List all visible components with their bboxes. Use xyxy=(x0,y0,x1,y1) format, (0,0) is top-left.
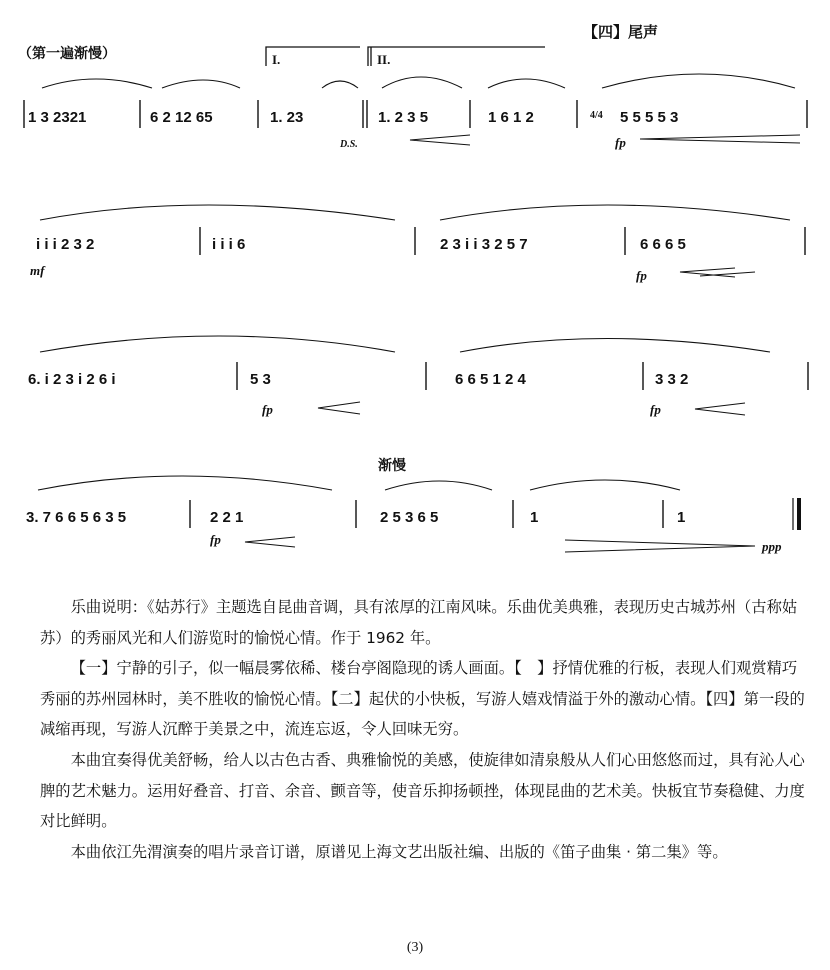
jianman-mark: 渐慢 xyxy=(378,459,406,474)
volta-2-label: II. xyxy=(377,52,391,67)
section-label: 【四】尾声 xyxy=(583,25,659,41)
system-3 xyxy=(28,336,808,417)
dyn-fp-5: fp xyxy=(210,532,221,547)
dyn-fp-3: fp xyxy=(262,402,273,417)
measure-2-3: 2 3 i i 3 2 5 7 xyxy=(440,236,528,253)
music-notes-text xyxy=(40,592,810,867)
measure-1-1: 1 3 2321 xyxy=(28,109,87,126)
measure-4-2: 2 2 1 xyxy=(210,509,244,526)
measure-4-1: 3. 7 6 6 5 6 3 5 xyxy=(26,509,127,526)
paragraph-performance: 本曲宜奏得优美舒畅，给人以古色古香、典雅愉悦的美感，使旋律如清泉般从人们心田悠悠而过，具有沁人心脾的艺术魅力。运用好叠音、打音、余音、颤音等，使音乐抑扬顿挫，体现昆曲的艺术美。快板宜节奏稳健、力度对比鲜明。 xyxy=(40,750,805,831)
measure-1-4: 1. 2 3 5 xyxy=(378,109,429,126)
dyn-mf: mf xyxy=(30,263,45,278)
system-2 xyxy=(30,205,805,283)
dyn-fp-4: fp xyxy=(650,402,661,417)
measure-4-3: 2 5 3 6 5 xyxy=(380,509,439,526)
measure-2-4: 6 6 6 5 xyxy=(640,236,686,253)
volta-1-label: I. xyxy=(272,52,281,67)
tempo-first-pass: （第一遍渐慢） xyxy=(18,47,116,62)
volta-brackets xyxy=(266,47,545,66)
time-signature: 4/4 xyxy=(590,110,603,121)
measure-1-3: 1. 23 xyxy=(270,109,304,126)
measure-3-2: 5 3 xyxy=(250,371,271,388)
measure-4-4: 1 xyxy=(530,509,539,526)
measure-2-1: i i i 2 3 2 xyxy=(36,236,95,253)
measure-3-4: 3 3 2 xyxy=(655,371,689,388)
measure-4-5: 1 xyxy=(677,509,686,526)
paragraph-intro: 乐曲说明：《姑苏行》主题选自昆曲音调，具有浓厚的江南风味。乐曲优美典雅，表现历史古城苏州（古称姑苏）的秀丽风光和人们游览时的愉悦心情。作于 1962 年。 xyxy=(40,598,798,647)
system-4 xyxy=(26,457,801,554)
dyn-fp-2: fp xyxy=(636,268,647,283)
measure-2-2: i i i 6 xyxy=(212,236,246,253)
ds-mark: D.S. xyxy=(340,139,358,150)
measure-3-1: 6. i 2 3 i 2 6 i xyxy=(28,371,116,388)
system-1 xyxy=(24,74,807,150)
dyn-ppp: ppp xyxy=(762,539,782,554)
measure-1-2: 6 2 12 65 xyxy=(150,109,213,126)
page-number: (3) xyxy=(406,940,424,955)
measure-1-6: 5 5 5 5 3 xyxy=(620,109,679,126)
measure-1-5: 1 6 1 2 xyxy=(488,109,534,126)
paragraph-sections: 【一】宁静的引子，似一幅晨雾依稀、楼台亭阁隐现的诱人画面。【 】抒情优雅的行板，表现人们观赏精巧秀丽的苏州园林时，美不胜收的愉悦心情。【二】起伏的小快板，写游人嬉戏情溢于外的激动心情。【四】第一段的减缩再现，写游人沉醉于美景之中，流连忘返，令人回味无穷。 xyxy=(40,659,805,739)
dyn-fp-1: fp xyxy=(615,135,626,150)
measure-3-3: 6 6 5 1 2 4 xyxy=(455,371,526,388)
paragraph-source: 本曲依江先渭演奏的唱片录音订谱，原谱见上海文艺出版社编、出版的《笛子曲集 · 第二集》等。 xyxy=(70,842,728,861)
